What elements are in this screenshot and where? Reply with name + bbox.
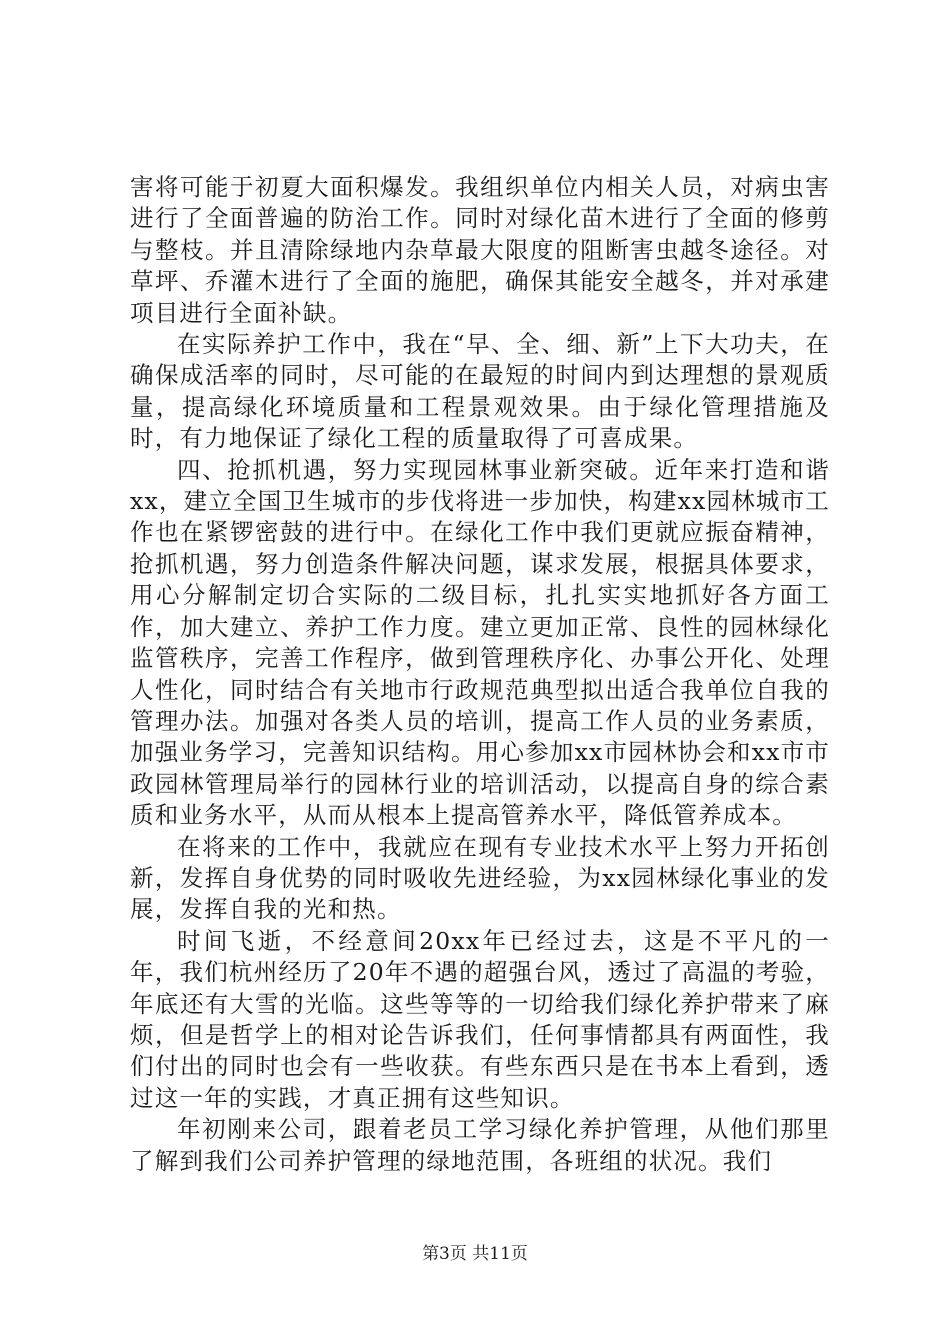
document-body: [130, 172, 830, 1177]
page-number-footer: 第3页 共11页: [422, 1244, 528, 1264]
paragraph-2: 在实际养护工作中，我在“早、全、细、新”上下大功夫，在确保成活率的同时，尽可能的在最短的时间内到达理想的景观质量，提高绿化环境质量和工程景观效果。由于绿化管理措施及时，有力地保证了绿化工程的质量取得了可喜成果。: [130, 330, 830, 453]
paragraph-3: 四、抢抓机遇，努力实现园林事业新突破。近年来打造和谐xx，建立全国卫生城市的步伐将进一步加快，构建xx园林城市工作也在紧锣密鼓的进行中。在绿化工作中我们更就应振奋精神，抢抓机遇，努力创造条件解决问题，谋求发展，根据具体要求，用心分解制定切合实际的二级目标，扎扎实实地抓好各方面工作，加大建立、养护工作力度。建立更加正常、良性的园林绿化监管秩序，完善工作程序，做到管理秩序化、办事公开化、处理人性化，同时结合有关地市行政规范典型拟出适合我单位自我的管理办法。加强对各类人员的培训，提高工作人员的业务素质，加强业务学习，完善知识结构。用心参加xx市园林协会和xx市市政园林管理局举行的园林行业的培训活动，以提高自身的综合素质和业务水平，从而从根本上提高管养水平，降低管养成本。: [130, 455, 831, 830]
paragraph-1: 害将可能于初夏大面积爆发。我组织单位内相关人员，对病虫害进行了全面普遍的防治工作。同时对绿化苗木进行了全面的修剪与整枝。并且清除绿地内杂草最大限度的阻断害虫越冬途径。对草坪、乔灌木进行了全面的施肥，确保其能安全越冬，并对承建项目进行全面补缺。: [130, 173, 830, 327]
paragraph-6: 年初刚来公司，跟着老员工学习绿化养护管理，从他们那里了解到我们公司养护管理的绿地范围，各班组的状况。我们: [130, 1115, 830, 1175]
paragraph-5: 时间飞逝，不经意间20xx年已经过去，这是不平凡的一年，我们杭州经历了20年不遇的超强台风，透过了高温的考验，年底还有大雪的光临。这些等等的一切给我们绿化养护带来了麻烦，但是哲学上的相对论告诉我们，任何事情都具有两面性，我们付出的同时也会有一些收获。有些东西只是在书本上看到，透过这一年的实践，才真正拥有这些知识。: [130, 926, 830, 1112]
paragraph-4: 在将来的工作中，我就应在现有专业技术水平上努力开拓创新，发挥自身优势的同时吸收先进经验，为xx园林绿化事业的发展，发挥自我的光和热。: [130, 832, 830, 924]
